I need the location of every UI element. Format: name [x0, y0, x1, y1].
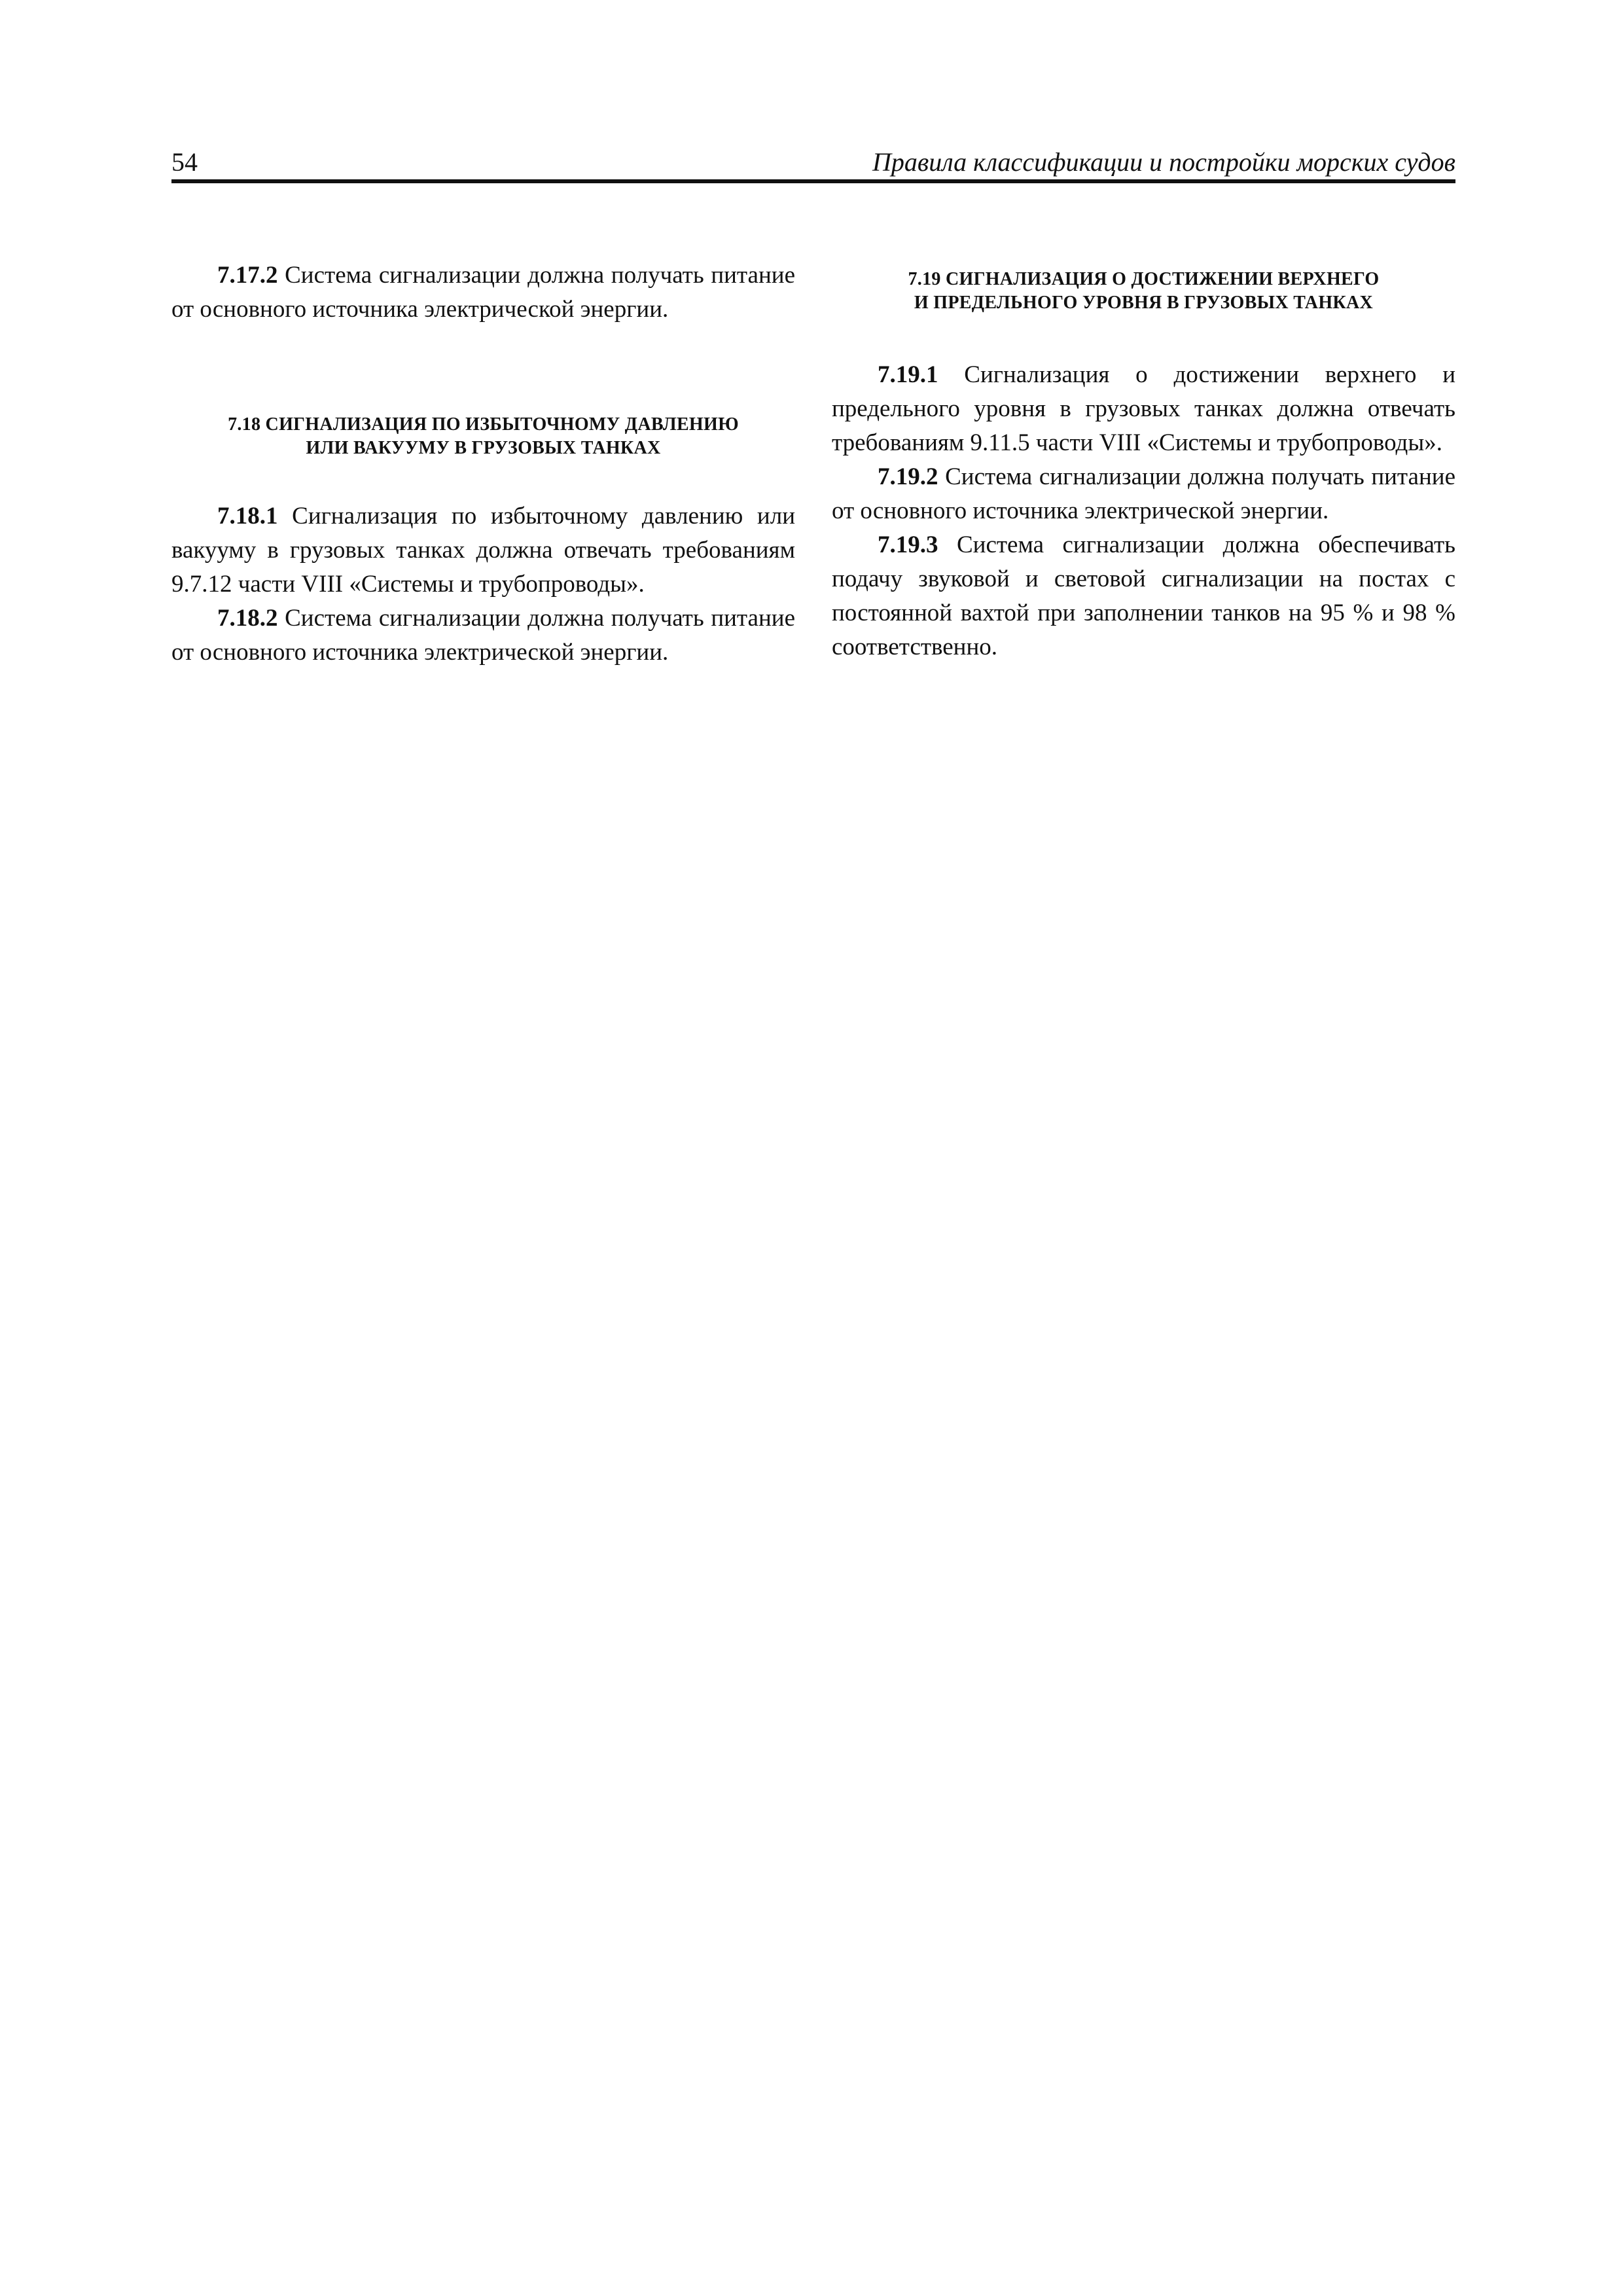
paragraph-text: Система сигнализации должна получать питание от основного источника электрической энергии. [171, 262, 795, 323]
section-heading-line: И ПРЕДЕЛЬНОГО УРОВНЯ В ГРУЗОВЫХ ТАНКАХ [914, 293, 1374, 313]
paragraph-text: Система сигнализации должна получать питание от основного источника электрической энергии. [832, 463, 1455, 524]
clause-number: 7.19.3 [878, 531, 938, 558]
paragraph-7-18-1 [171, 499, 795, 601]
clause-number: 7.19.1 [878, 361, 938, 388]
paragraph-7-17-2 [171, 259, 795, 327]
paragraph-text: Система сигнализации должна обеспечивать подачу звуковой и световой сигнализации на постах с постоянной вахтой при заполнении танков на 95 % и 98 % соответственно. [832, 531, 1455, 660]
left-column [171, 259, 795, 670]
section-heading-line: ИЛИ ВАКУУМУ В ГРУЗОВЫХ ТАНКАХ [306, 438, 661, 458]
paragraph-7-19-2 [832, 460, 1455, 528]
right-column [832, 259, 1455, 664]
page-header [171, 144, 1455, 183]
section-heading-line: 7.19 СИГНАЛИЗАЦИЯ О ДОСТИЖЕНИИ ВЕРХНЕГО [908, 269, 1380, 289]
clause-number: 7.18.2 [217, 605, 278, 632]
clause-number: 7.17.2 [217, 262, 278, 289]
section-heading-line: 7.18 СИГНАЛИЗАЦИЯ ПО ИЗБЫТОЧНОМУ ДАВЛЕНИЮ [228, 414, 739, 435]
section-heading-7-19 [832, 268, 1455, 315]
running-title: Правила классификации и постройки морских судов [872, 147, 1455, 177]
paragraph-text: Сигнализация по избыточному давлению или вакууму в грузовых танках должна отвечать требованиям 9.7.12 части VIII «Системы и трубопроводы». [171, 503, 795, 598]
paragraph-text: Система сигнализации должна получать питание от основного источника электрической энергии. [171, 605, 795, 666]
clause-number: 7.18.1 [217, 503, 278, 529]
section-heading-7-18 [171, 413, 795, 460]
page-number: 54 [171, 147, 198, 177]
paragraph-7-19-3 [832, 528, 1455, 664]
paragraph-7-18-2 [171, 601, 795, 670]
clause-number: 7.19.2 [878, 463, 938, 490]
paragraph-text: Сигнализация о достижении верхнего и предельного уровня в грузовых танках должна отвечать требованиям 9.11.5 части VIII «Системы и трубопроводы». [832, 361, 1455, 456]
paragraph-7-19-1 [832, 358, 1455, 460]
